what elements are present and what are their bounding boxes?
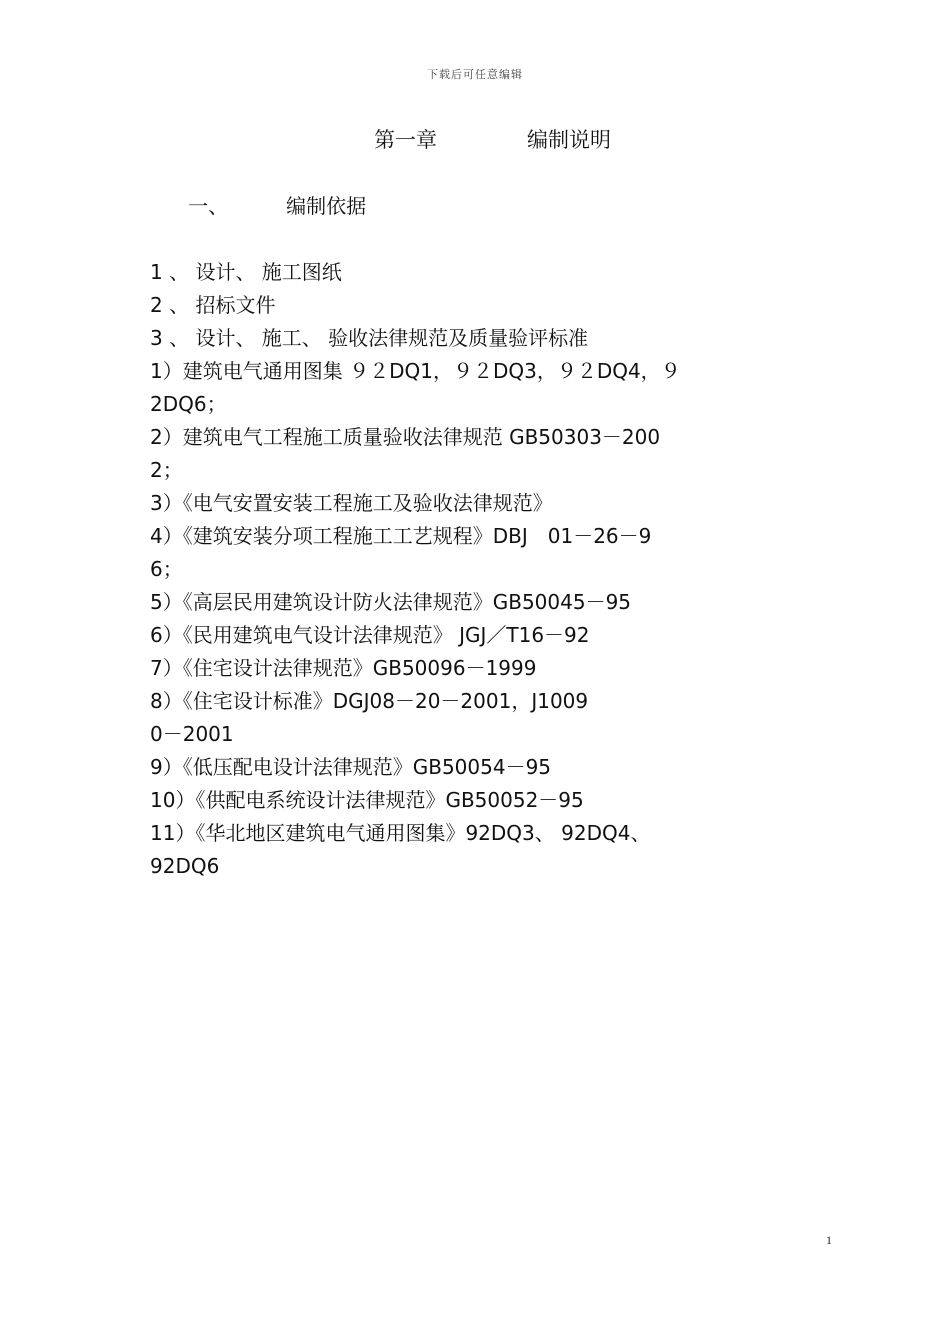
text-line: 2； (150, 458, 183, 482)
text-line: 1 、 设计、 施工图纸 (150, 260, 342, 284)
text-line: 7）《住宅设计法律规范》GB50096－1999 (150, 656, 537, 680)
text-line: 2）建筑电气工程施工质量验收法律规范 GB50303－200 (150, 425, 661, 449)
text-line: 3 、 设计、 施工、 验收法律规范及质量验评标准 (150, 326, 589, 350)
body-text (150, 157, 830, 883)
header-note: 下载后可任意编辑 (427, 68, 523, 81)
chapter-number: 第一章 (374, 128, 437, 152)
text-line: 5）《高层民用建筑设计防火法律规范》GB50045－95 (150, 590, 632, 614)
text-line: 3）《电气安置安装工程施工及验收法律规范》 (150, 491, 553, 515)
text-line: 10）《供配电系统设计法律规范》GB50052－95 (150, 788, 584, 812)
page-number: 1 (826, 1233, 832, 1247)
text-line: 6； (150, 557, 183, 581)
text-line: 0－2001 (150, 722, 234, 746)
text-line: 2 、 招标文件 (150, 293, 276, 317)
chapter-name: 编制说明 (527, 128, 611, 152)
section-number: 一、 (188, 194, 229, 218)
text-line: 11）《华北地区建筑电气通用图集》92DQ3、 92DQ4、 (150, 821, 651, 845)
text-line: 92DQ6 (150, 854, 220, 878)
text-line: 8）《住宅设计标准》DGJ08－20－2001，J1009 (150, 689, 589, 713)
text-line: 6）《民用建筑电气设计法律规范》 JGJ／T16－92 (150, 623, 590, 647)
text-line: 9）《低压配电设计法律规范》GB50054－95 (150, 755, 552, 779)
section-heading (150, 157, 830, 256)
text-line: 4）《建筑安装分项工程施工工艺规程》DBJ 01－26－9 (150, 524, 652, 548)
section-title: 编制依据 (286, 194, 367, 218)
text-line: 1）建筑电气通用图集 ９２DQ1，９２DQ3，９２DQ4，９ (150, 359, 681, 383)
text-line: 2DQ6； (150, 392, 227, 416)
chapter-title (374, 124, 611, 154)
